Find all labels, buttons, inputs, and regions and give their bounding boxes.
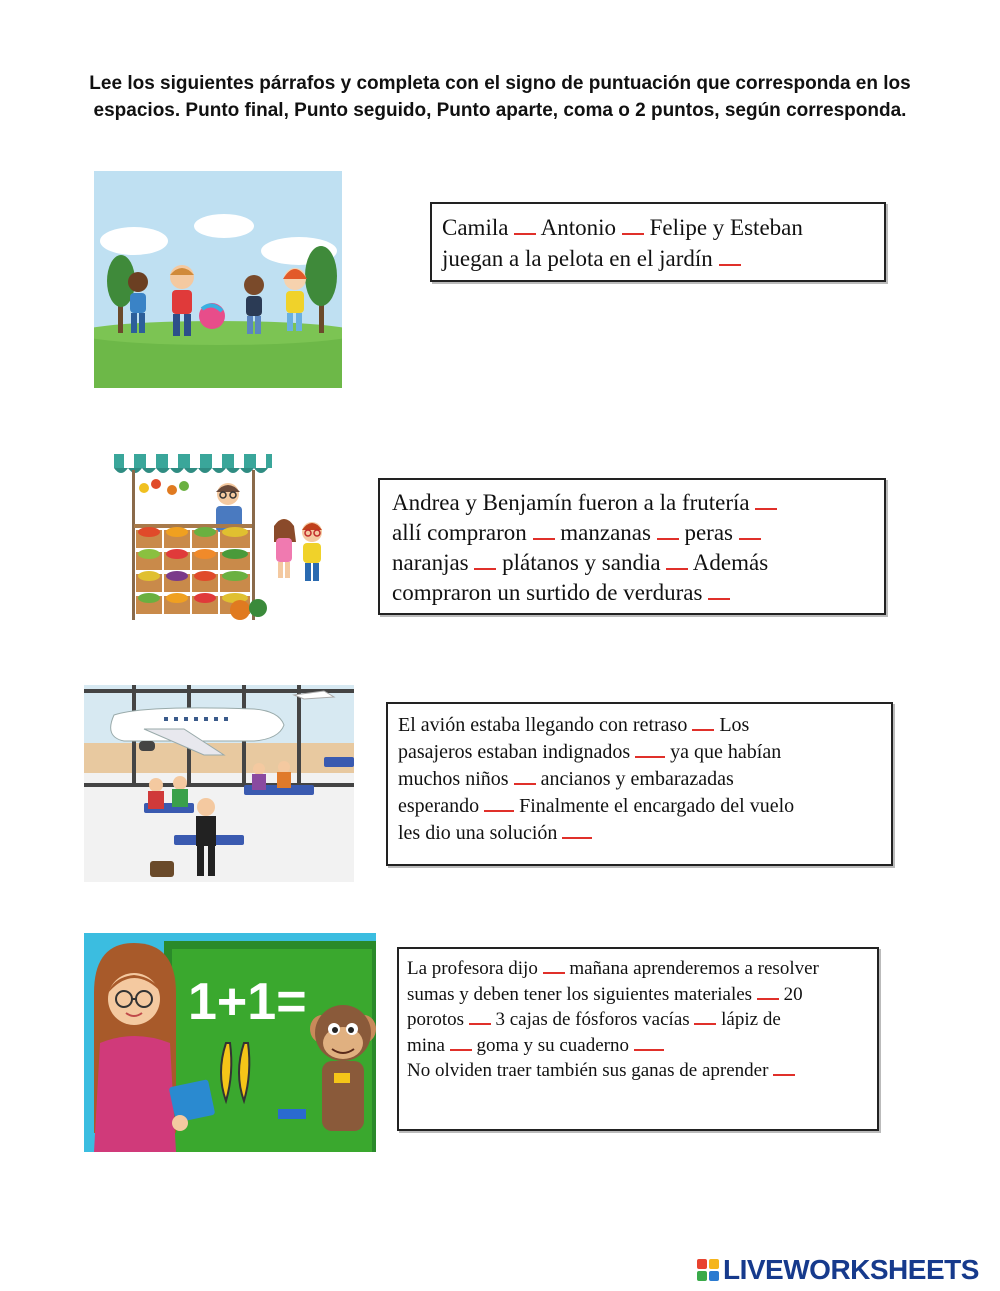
exercise-2-text-box <box>378 478 886 615</box>
blank-2-4[interactable] <box>739 538 761 540</box>
exercise-4-line-4: mina goma y su cuaderno <box>407 1033 869 1059</box>
blank-1-1[interactable] <box>514 233 536 235</box>
airport-image <box>84 685 354 882</box>
instructions <box>30 70 970 124</box>
blank-3-4[interactable] <box>484 810 514 812</box>
blank-2-1[interactable] <box>755 508 777 510</box>
blank-2-6[interactable] <box>666 568 688 570</box>
exercise-2-line-3: naranjas plátanos y sandia Además <box>392 550 769 575</box>
blank-1-3[interactable] <box>719 264 741 266</box>
children-playing-image <box>94 171 342 388</box>
liveworksheets-logo <box>697 1255 979 1285</box>
exercise-3-line-4: esperando Finalmente el encargado del vuelo <box>398 795 795 817</box>
blank-4-3[interactable] <box>469 1023 491 1025</box>
blank-4-6[interactable] <box>634 1049 664 1051</box>
blank-2-7[interactable] <box>708 598 730 600</box>
blank-2-5[interactable] <box>474 568 496 570</box>
blank-4-4[interactable] <box>694 1023 716 1025</box>
exercise-4-line-3: porotos 3 cajas de fósforos vacías lápiz de <box>407 1009 781 1030</box>
exercise-4-line-1: La profesora dijo mañana aprenderemos a resolver <box>407 958 819 979</box>
instructions-line-1: Lee los siguientes párrafos y completa con el signo de puntuación que corresponda en los <box>89 73 911 94</box>
exercise-4-line-2: sumas y deben tener los siguientes materiales 20 <box>407 983 803 1005</box>
fruit-stand-image <box>112 450 334 622</box>
exercise-1-text-box <box>430 202 886 282</box>
liveworksheets-logo-icon <box>697 1259 719 1281</box>
exercise-3-line-1: El avión estaba llegando con retraso Los <box>398 714 750 736</box>
blank-3-3[interactable] <box>514 783 536 785</box>
exercise-1-line-2: juegan a la pelota en el jardín <box>442 243 874 274</box>
blank-4-1[interactable] <box>543 972 565 974</box>
blank-4-5[interactable] <box>450 1049 472 1051</box>
exercise-3-line-3: muchos niños ancianos y embarazadas <box>398 768 734 790</box>
blank-1-2[interactable] <box>622 233 644 235</box>
exercise-4-line-5: No olviden traer también sus ganas de aprender <box>407 1058 869 1084</box>
exercise-4-text-box <box>397 947 879 1131</box>
instructions-line-2: espacios. Punto final, Punto seguido, Punto aparte, coma o 2 puntos, según corresponda. <box>93 100 907 121</box>
blank-2-3[interactable] <box>657 538 679 540</box>
blank-4-7[interactable] <box>773 1074 795 1076</box>
blank-3-2[interactable] <box>635 756 665 758</box>
teacher-classroom-image <box>84 933 376 1152</box>
liveworksheets-logo-text: LIVEWORKSHEETS <box>723 1254 979 1285</box>
exercise-3-line-5: les dio una solución <box>398 820 881 847</box>
blank-2-2[interactable] <box>533 538 555 540</box>
exercise-2-line-4: compraron un surtido de verduras <box>392 578 872 608</box>
exercise-3-text-box <box>386 702 893 866</box>
exercise-2-line-1: Andrea y Benjamín fueron a la frutería <box>392 488 872 518</box>
blank-4-2[interactable] <box>757 998 779 1000</box>
blank-3-1[interactable] <box>692 729 714 731</box>
exercise-3-line-2: pasajeros estaban indignados ya que habían <box>398 741 782 763</box>
exercise-2-line-2: allí compraron manzanas peras <box>392 518 872 548</box>
blank-3-5[interactable] <box>562 837 592 839</box>
board-equation: 1+1= <box>188 973 307 1031</box>
exercise-1-line-1: Camila Antonio Felipe y Esteban <box>442 215 803 240</box>
